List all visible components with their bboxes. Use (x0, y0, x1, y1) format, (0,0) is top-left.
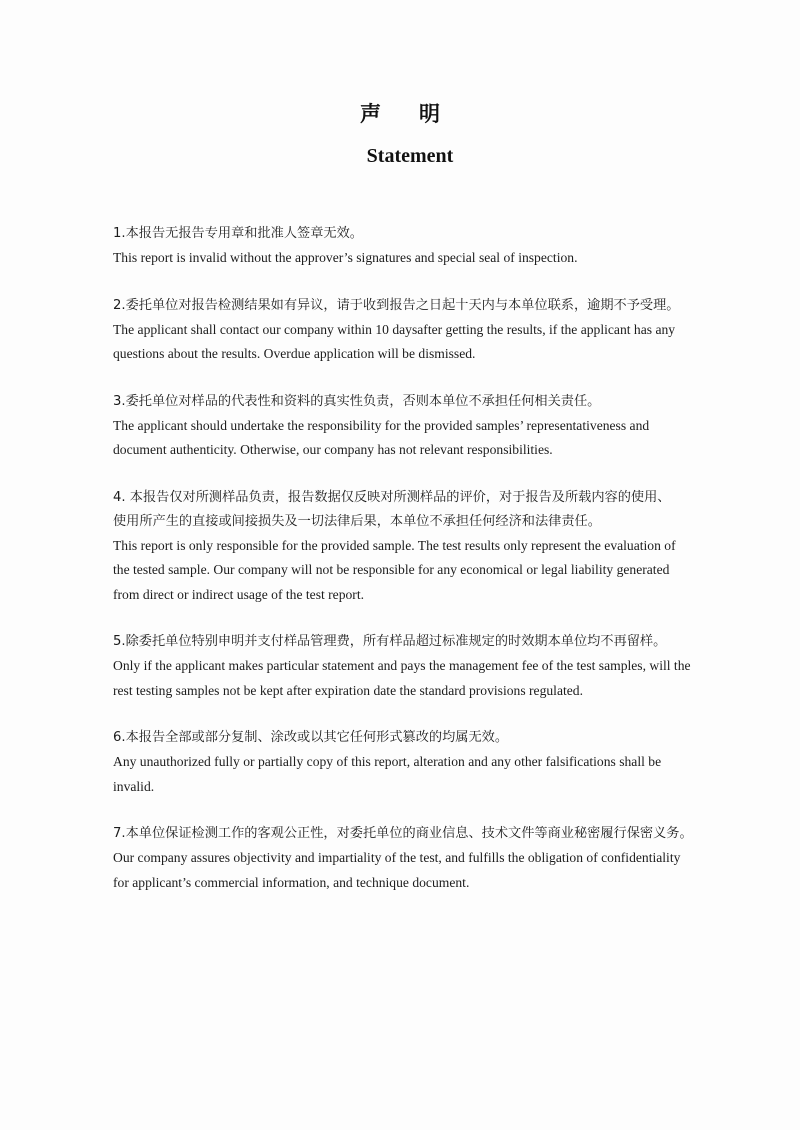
spacer (113, 703, 723, 726)
statement-4-english-line-2: the tested sample. Our company will not be responsible for any economical or legal liability generated (113, 562, 670, 577)
page-title-chinese: 声明 (360, 102, 478, 126)
statement-4-english-line-3: from direct or indirect usage of the test report. (113, 586, 365, 602)
statement-6-chinese-line-1: 6.本报告全部或部分复制、涂改或以其它任何形式篡改的均属无效。 (113, 730, 509, 745)
spacer (113, 367, 723, 390)
statement-2-english-line-2: questions about the results. Overdue application will be dismissed. (113, 346, 476, 361)
spacer (113, 607, 723, 630)
page-title-english: Statement (366, 145, 454, 167)
statement-2-chinese-line-1: 2.委托单位对报告检测结果如有异议，请于收到报告之日起十天内与本单位联系，逾期不予受理。 (113, 297, 680, 313)
statement-item-2 (113, 294, 723, 367)
statement-4-chinese-line-1: 4. 本报告仅对所测样品负责，报告数据仅反映对所测样品的评价，对于报告及所载内容的使用、 (113, 489, 671, 505)
statement-1-english-line-1: This report is invalid without the approver’s signatures and special seal of inspection. (113, 250, 578, 265)
spacer (113, 271, 723, 294)
statement-1-chinese-line-1: 1.本报告无报告专用章和批准人签章无效。 (113, 226, 363, 241)
statement-item-4 (113, 486, 723, 608)
statement-item-3 (113, 390, 723, 463)
statement-4-chinese-line-2: 使用所产生的直接或间接损失及一切法律后果，本单位不承担任何经济和法律责任。 (113, 513, 601, 529)
statement-list (113, 222, 723, 895)
statement-7-chinese-line-1: 7.本单位保证检测工作的客观公正性，对委托单位的商业信息、技术文件等商业秘密履行保密义务。 (113, 826, 693, 841)
statement-5-english-line-2: rest testing samples not be kept after expiration date the standard provisions regulated. (113, 682, 583, 698)
statement-7-english-line-2: for applicant’s commercial information, and technique document. (113, 874, 470, 890)
spacer (113, 799, 723, 822)
statement-7-english-line-1: Our company assures objectivity and impartiality of the test, and fulfills the obligation of confidentiality (113, 850, 681, 865)
statement-2-english-line-1: The applicant shall contact our company within 10 daysafter getting the results, if the applicant has any (113, 321, 676, 337)
statement-3-chinese-line-1: 3.委托单位对样品的代表性和资料的真实性负责，否则本单位不承担任何相关责任。 (113, 393, 601, 409)
statement-3-english-line-2: document authenticity. Otherwise, our company has not relevant responsibilities. (113, 442, 553, 457)
statement-6-english-line-1: Any unauthorized fully or partially copy of this report, alteration and any other falsifications shall be (113, 754, 662, 769)
statement-3-english-line-1: The applicant should undertake the responsibility for the provided samples’ representativeness and (113, 417, 650, 433)
statement-item-1 (113, 222, 723, 271)
statement-5-english-line-1: Only if the applicant makes particular statement and pays the management fee of the test samples, will the (113, 658, 691, 673)
spacer (113, 463, 723, 486)
statement-4-english-line-1: This report is only responsible for the provided sample. The test results only represent the evaluation of (113, 537, 676, 553)
statement-item-7 (113, 822, 723, 895)
statement-item-5 (113, 630, 723, 703)
statement-6-english-line-2: invalid. (113, 778, 155, 794)
statement-5-chinese-line-1: 5.除委托单位特别申明并支付样品管理费，所有样品超过标准规定的时效期本单位均不再留样。 (113, 634, 667, 649)
statement-item-6 (113, 726, 723, 799)
